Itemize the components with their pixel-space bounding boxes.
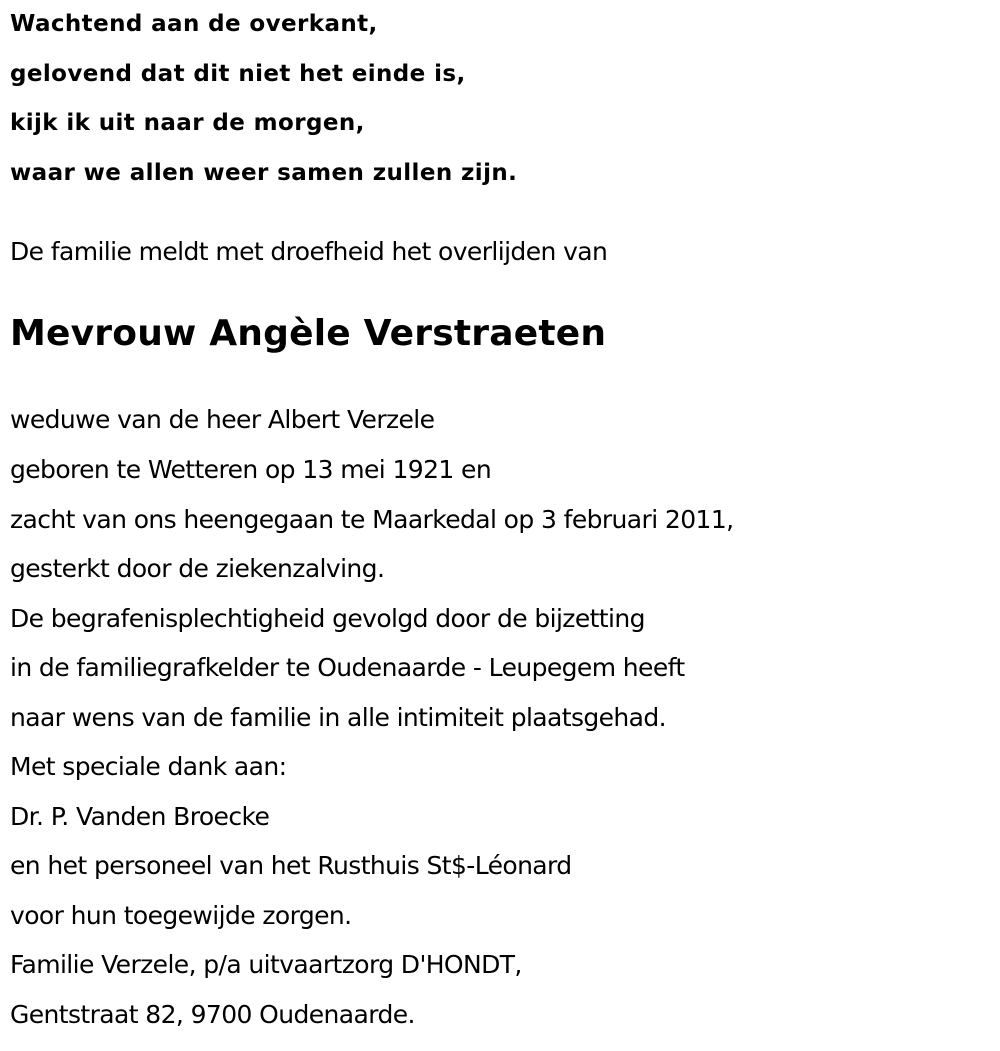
detail-line: Gentstraat 82, 9700 Oudenaarde. [10, 1000, 415, 1029]
detail-line: weduwe van de heer Albert Verzele [10, 405, 435, 434]
detail-line: Familie Verzele, p/a uitvaartzorg D'HONDT, [10, 950, 522, 979]
poem-line: waar we allen weer samen zullen zijn. [10, 160, 518, 186]
intro-text: De familie meldt met droefheid het overlijden van [10, 237, 608, 266]
detail-line: naar wens van de familie in alle intimiteit plaatsgehad. [10, 703, 667, 732]
deceased-name: Mevrouw Angèle Verstraeten [10, 313, 607, 354]
detail-line: voor hun toegewijde zorgen. [10, 901, 352, 930]
poem-line: gelovend dat dit niet het einde is, [10, 61, 466, 87]
detail-line: zacht van ons heengegaan te Maarkedal op 3 februari 2011, [10, 505, 734, 534]
detail-line: gesterkt door de ziekenzalving. [10, 554, 385, 583]
poem-line: Wachtend aan de overkant, [10, 11, 378, 37]
poem-line: kijk ik uit naar de morgen, [10, 110, 365, 136]
detail-line: Dr. P. Vanden Broecke [10, 802, 270, 831]
detail-line: De begrafenisplechtigheid gevolgd door de bijzetting [10, 604, 645, 633]
detail-line: in de familiegrafkelder te Oudenaarde - Leupegem heeft [10, 653, 685, 682]
detail-line: geboren te Wetteren op 13 mei 1921 en [10, 455, 492, 484]
detail-line: en het personeel van het Rusthuis St$-Léonard [10, 851, 572, 880]
detail-line: Met speciale dank aan: [10, 752, 287, 781]
